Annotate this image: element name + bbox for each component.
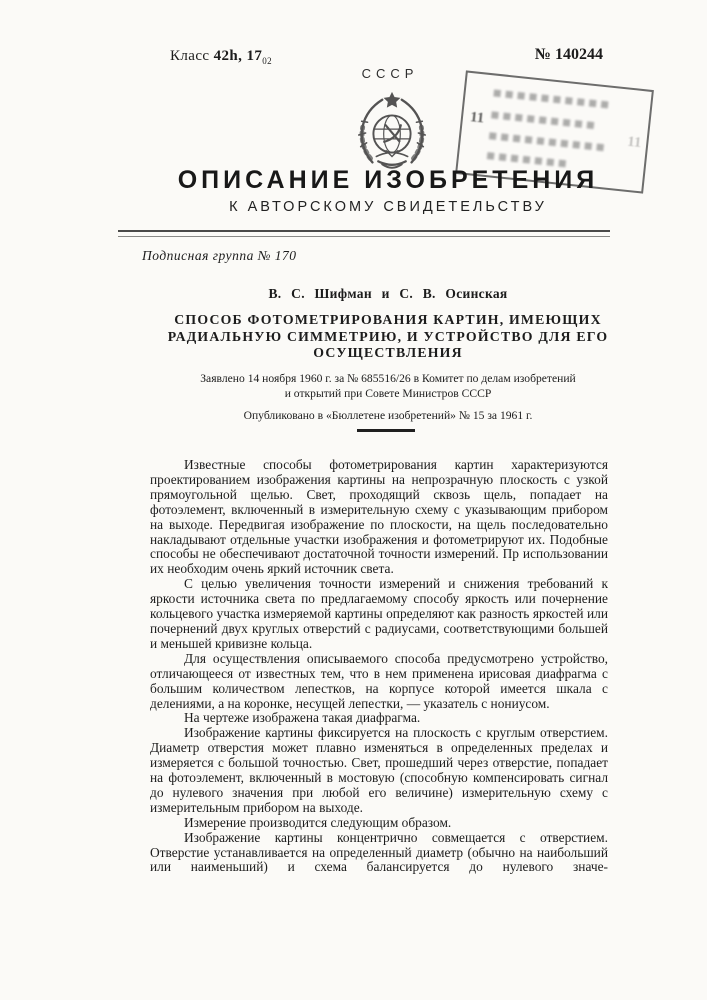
horizontal-double-rule (118, 230, 610, 237)
patent-class-subindex: 02 (262, 56, 273, 66)
ussr-coat-of-arms-icon (342, 90, 442, 178)
stamp-illegible-line (493, 89, 613, 109)
invention-title: СПОСОБ ФОТОМЕТРИРОВАНИЯ КАРТИН, ИМЕЮЩИХ РАДИАЛЬНУЮ СИММЕТРИЮ, И УСТРОЙСТВО ДЛЯ ЕГО ОСУЩЕСТВЛЕНИЯ (167, 312, 609, 360)
patent-class (170, 48, 272, 66)
stamp-number: 11 (469, 109, 486, 127)
stamp-illegible-line (489, 132, 607, 151)
paragraph: На чертеже изображена такая диафрагма. (184, 710, 421, 726)
authors-line: В. С. Шифман и С. В. Осинская (268, 286, 508, 301)
subscription-group: Подписная группа № 170 (142, 248, 297, 263)
country-label: СССР (361, 66, 419, 81)
paragraph: С целью увеличения точности измерений и снижения требований к яркости источника света по предлагаемому способу яркость или почернение кольцевого участка измеряемой картины определяют как разность яркостей или почернений двух круглых отверстий с радиусами, соответствующими большей и меньшей кривизне кольца. (150, 576, 608, 651)
patent-body-text (150, 458, 608, 875)
paragraph: Для осуществления описываемого способа предусмотрено устройство, отличающееся от известных тем, что в нем применена ирисовая диафрагма с большим количеством лепестков, на корпусе которой имеется шкала с делениями, а на коронке, несущей лепестки, — указатель с нониусом. (150, 650, 608, 711)
document-subtitle: К АВТОРСКОМУ СВИДЕТЕЛЬСТВУ (229, 199, 547, 215)
paragraph: Изображение картины фиксируется на плоскость с круглым отверстием. Диаметр отверстия может плавно изменяться в определенных пределах и измеряется с большой точностью. Свет, прошедший через отверстие, попадает на фотоэлемент, включенный в мостовую (способную компенсировать сигнал до нулевого значения при любой его величине) измерительную схему с измерительным прибором на выходе. (150, 725, 608, 815)
paragraph: Измерение производится следующим образом. (184, 814, 452, 830)
publication-info: Опубликовано в «Бюллетене изобретений» № 15 за 1961 г. (243, 409, 533, 422)
paragraph: Изображение картины концентрично совмещается с отверстием. Отверстие устанавливается на определенный диаметр (обычно на наибольший или наименьший) и схема балансируется до нулевого значе- (150, 829, 608, 875)
patent-class-value: 42h, 17 (213, 48, 263, 64)
stamp-illegible-line (491, 111, 596, 129)
stamp-number-faint: 11 (626, 133, 643, 152)
document-title: ОПИСАНИЕ ИЗОБРЕТЕНИЯ (177, 166, 599, 194)
paragraph: Известные способы фотометрирования картин характеризуются проектированием изображения картины на непрозрачную плоскость с узкой прямоугольной щелью. Свет, проходящий сквозь щель, попадает на фотоэлемент, включенный в измерительную схему с указывающим прибором на выходе. Передвигая изображение по плоскости, на щель последовательно накладывают отдельные участки изображения и фотометрируют их. Подобные способы не обеспечивают достаточной точности измерений. Пр использовании их необходим очень яркий источник света. (150, 457, 608, 577)
patent-number: № 140244 (534, 46, 603, 63)
patent-class-prefix: Класс (170, 48, 210, 64)
section-divider-bar (357, 429, 415, 432)
filing-info: Заявлено 14 ноября 1960 г. за № 685516/26 в Комитет по делам изобретений и открытий при Совете Министров СССР (200, 372, 576, 400)
